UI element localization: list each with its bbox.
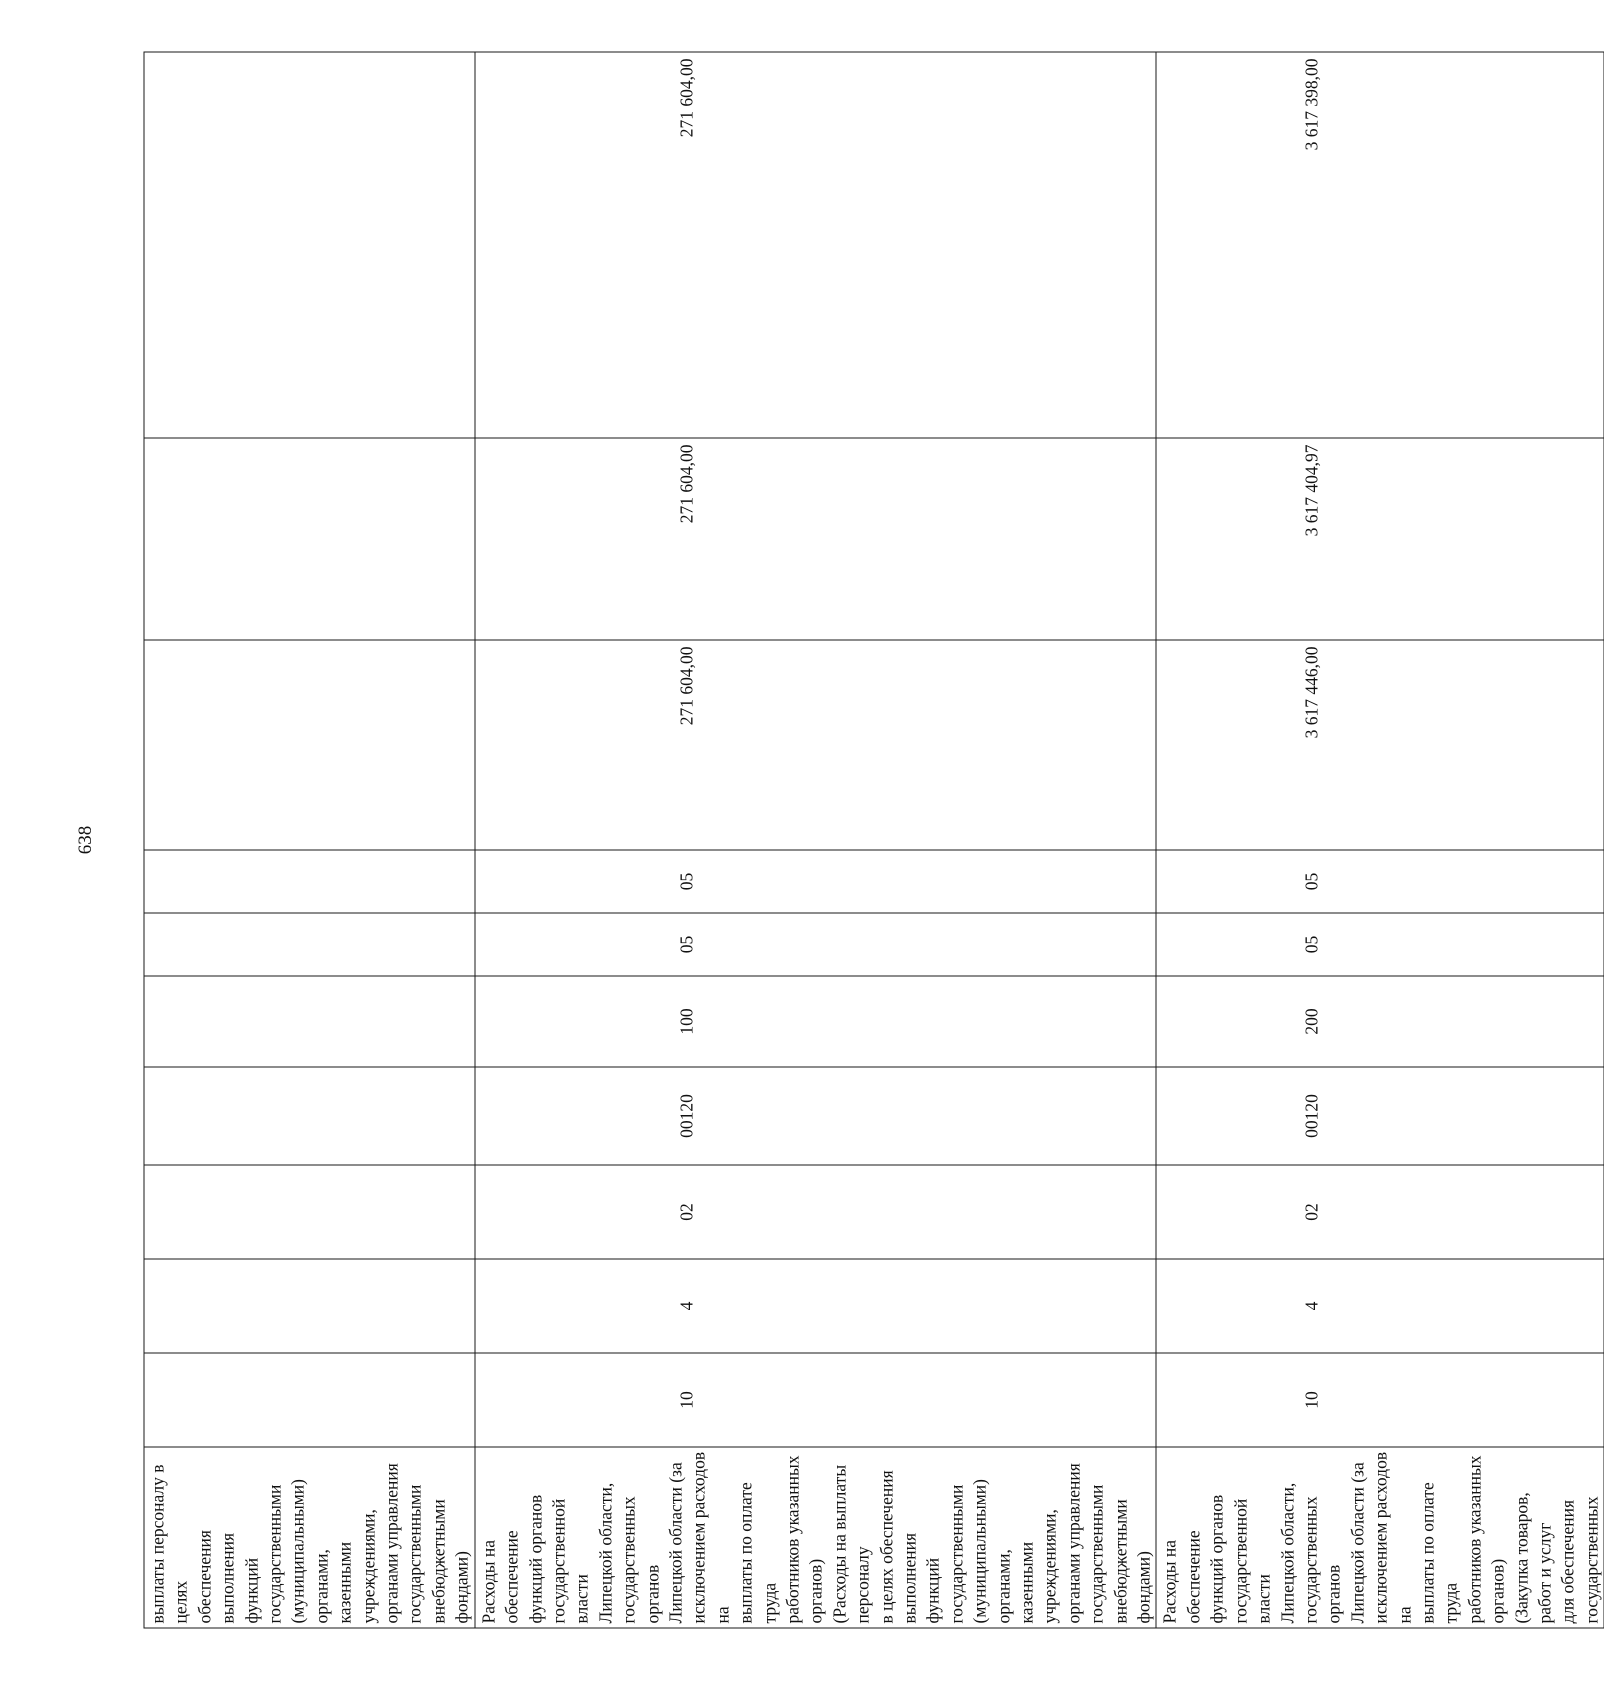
sum-cell	[474, 52, 1156, 438]
code-value: 05	[1301, 935, 1322, 953]
name-cell	[474, 1447, 1156, 1628]
sum-cell	[1156, 52, 1604, 438]
code-cell	[144, 1067, 475, 1165]
code-cell	[144, 913, 475, 976]
code-cell	[474, 1067, 1156, 1165]
code-cell	[1156, 913, 1604, 976]
code-cell	[1156, 1067, 1604, 1165]
table-row	[144, 52, 475, 1628]
sum-value: 3 617 398,00	[1301, 58, 1322, 150]
sum-cell	[1156, 438, 1604, 640]
code-cell	[474, 976, 1156, 1067]
name-cell	[1156, 1447, 1604, 1628]
code-cell	[1156, 1353, 1604, 1447]
code-value: 10	[675, 1390, 696, 1409]
code-value: 02	[675, 1202, 696, 1221]
code-value: 00120	[1301, 1093, 1322, 1138]
table-row	[1156, 52, 1604, 1628]
code-value: 05	[675, 872, 696, 890]
budget-table-frame	[143, 52, 1601, 1628]
sum-value: 271 604,00	[675, 444, 696, 523]
budget-table	[143, 51, 1604, 1628]
sum-value: 271 604,00	[675, 646, 696, 725]
code-cell	[144, 976, 475, 1067]
code-value: 02	[1301, 1202, 1322, 1221]
code-cell	[1156, 850, 1604, 913]
code-cell	[474, 1165, 1156, 1259]
name-cell	[144, 1447, 475, 1628]
page-number: 638	[75, 825, 96, 855]
code-value: 4	[675, 1301, 696, 1310]
name-text: выплаты персоналу в целях обеспечения выполнения функций государственными (муниципальными) органами, казенными учреждениями, органами управления государственными внебюджетными фондами)	[147, 1462, 472, 1623]
code-cell	[144, 850, 475, 913]
code-value: 4	[1301, 1301, 1322, 1310]
sum-cell	[144, 438, 475, 640]
code-value: 200	[1301, 1007, 1322, 1035]
code-cell	[144, 1259, 475, 1353]
table-row	[474, 52, 1156, 1628]
code-value: 100	[675, 1007, 696, 1035]
code-cell	[474, 913, 1156, 976]
code-cell	[144, 1353, 475, 1447]
code-value: 05	[675, 935, 696, 953]
sum-value: 3 617 446,00	[1301, 646, 1322, 738]
code-value: 10	[1301, 1390, 1322, 1409]
sum-value: 271 604,00	[675, 58, 696, 137]
code-value: 05	[1301, 872, 1322, 890]
code-cell	[1156, 1165, 1604, 1259]
sum-cell	[474, 640, 1156, 850]
sum-cell	[144, 52, 475, 438]
name-text: Расходы на обеспечение функций органов государственной власти Липецкой области, государственных органов Липецкой области (за исключением расходов на выплаты по оплате труда работников указанных органов) (Закупка товаров, работ и услуг для обеспечения государственных	[1159, 1451, 1601, 1623]
code-value: 00120	[675, 1093, 696, 1138]
code-cell	[474, 850, 1156, 913]
sum-cell	[144, 640, 475, 850]
code-cell	[474, 1353, 1156, 1447]
sum-value: 3 617 404,97	[1301, 444, 1322, 536]
sum-cell	[474, 438, 1156, 640]
code-cell	[1156, 1259, 1604, 1353]
code-cell	[1156, 976, 1604, 1067]
sum-cell	[1156, 640, 1604, 850]
code-cell	[474, 1259, 1156, 1353]
name-text: Расходы на обеспечение функций органов государственной власти Липецкой области, государственных органов Липецкой области (за исключением расходов на выплаты по оплате труда работников указанных органов) (Расходы на выплаты персоналу в целях обеспечения выполнения функций государственными (муниципальными) органами, казенными учреждениями, органами управления государственными внебюджетными фондами)	[477, 1451, 1154, 1623]
code-cell	[144, 1165, 475, 1259]
